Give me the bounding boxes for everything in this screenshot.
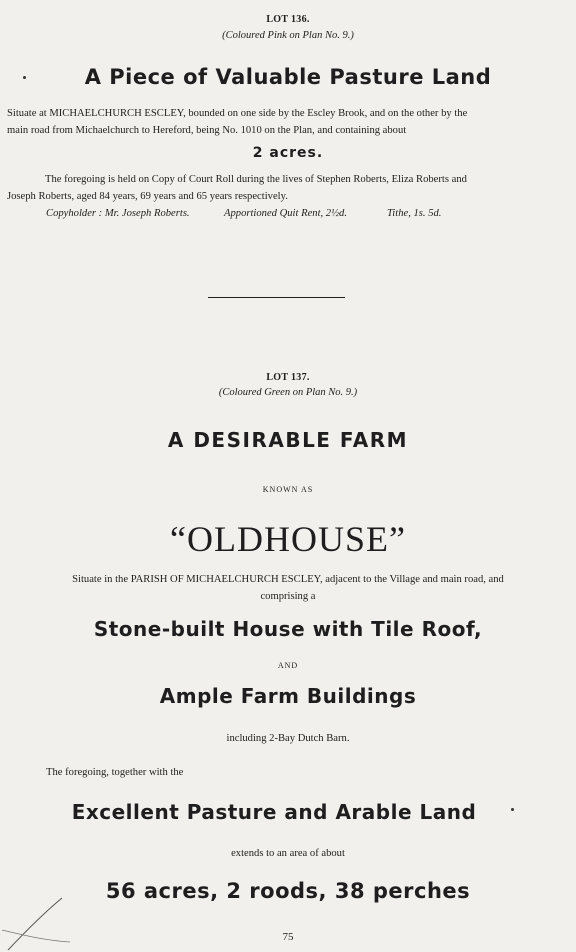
extends-text: extends to an area of about [231,848,345,859]
desc-line-1: Situate at MICHAELCHURCH ESCLEY, bounded on one side by the Escley Brook, and on the other by the [7,108,468,119]
held-line-1: The foregoing is held on Copy of Court Roll during the lives of Stephen Roberts, Eliza Roberts and [45,174,467,185]
situate-line-2: comprising a [260,591,316,602]
desc-line-2: main road from Michaelchurch to Hereford, being No. 1010 on the Plan, and containing about [7,125,407,136]
lot-137-headline: A DESIRABLE FARM [167,428,409,452]
lot-136-description [7,105,567,139]
section-divider [208,297,345,298]
quit-rent-text: Apportioned Quit Rent, 2½d. [224,208,347,219]
situate-text [0,571,576,605]
lot-137-plan-note: (Coloured Green on Plan No. 9.) [218,387,358,398]
copyholder-text: Copyholder : Mr. Joseph Roberts. [46,208,190,219]
held-line-2: Joseph Roberts, aged 84 years, 69 years and 65 years respectively. [7,191,288,202]
barn-text: including 2-Bay Dutch Barn. [226,733,350,744]
known-as-text: KNOWN AS [262,485,314,494]
lot-136-label: LOT 136. [266,14,310,25]
pencil-mark [0,882,90,952]
and-text: AND [277,661,299,670]
land-headline: Excellent Pasture and Arable Land [71,800,477,824]
together-text: The foregoing, together with the [46,767,184,778]
total-area-headline: 56 acres, 2 roods, 38 perches [105,879,471,903]
buildings-headline: Ample Farm Buildings [159,684,417,708]
lot-136-area: 2 acres. [252,145,324,161]
lot-136-plan-note: (Coloured Pink on Plan No. 9.) [222,30,354,41]
tithe-text: Tithe, 1s. 5d. [387,208,442,219]
situate-line-1: Situate in the PARISH OF MICHAELCHURCH ESCLEY, adjacent to the Village and main road, and [72,574,504,585]
speck-mark [511,808,514,811]
house-headline: Stone-built House with Tile Roof, [93,617,483,641]
lot-137-label: LOT 137. [266,372,310,383]
page-number: 75 [282,931,294,943]
lot-136-headline: A Piece of Valuable Pasture Land [84,65,492,89]
farm-name: “OLDHOUSE” [170,519,406,559]
lot-136-tenure [7,171,567,205]
